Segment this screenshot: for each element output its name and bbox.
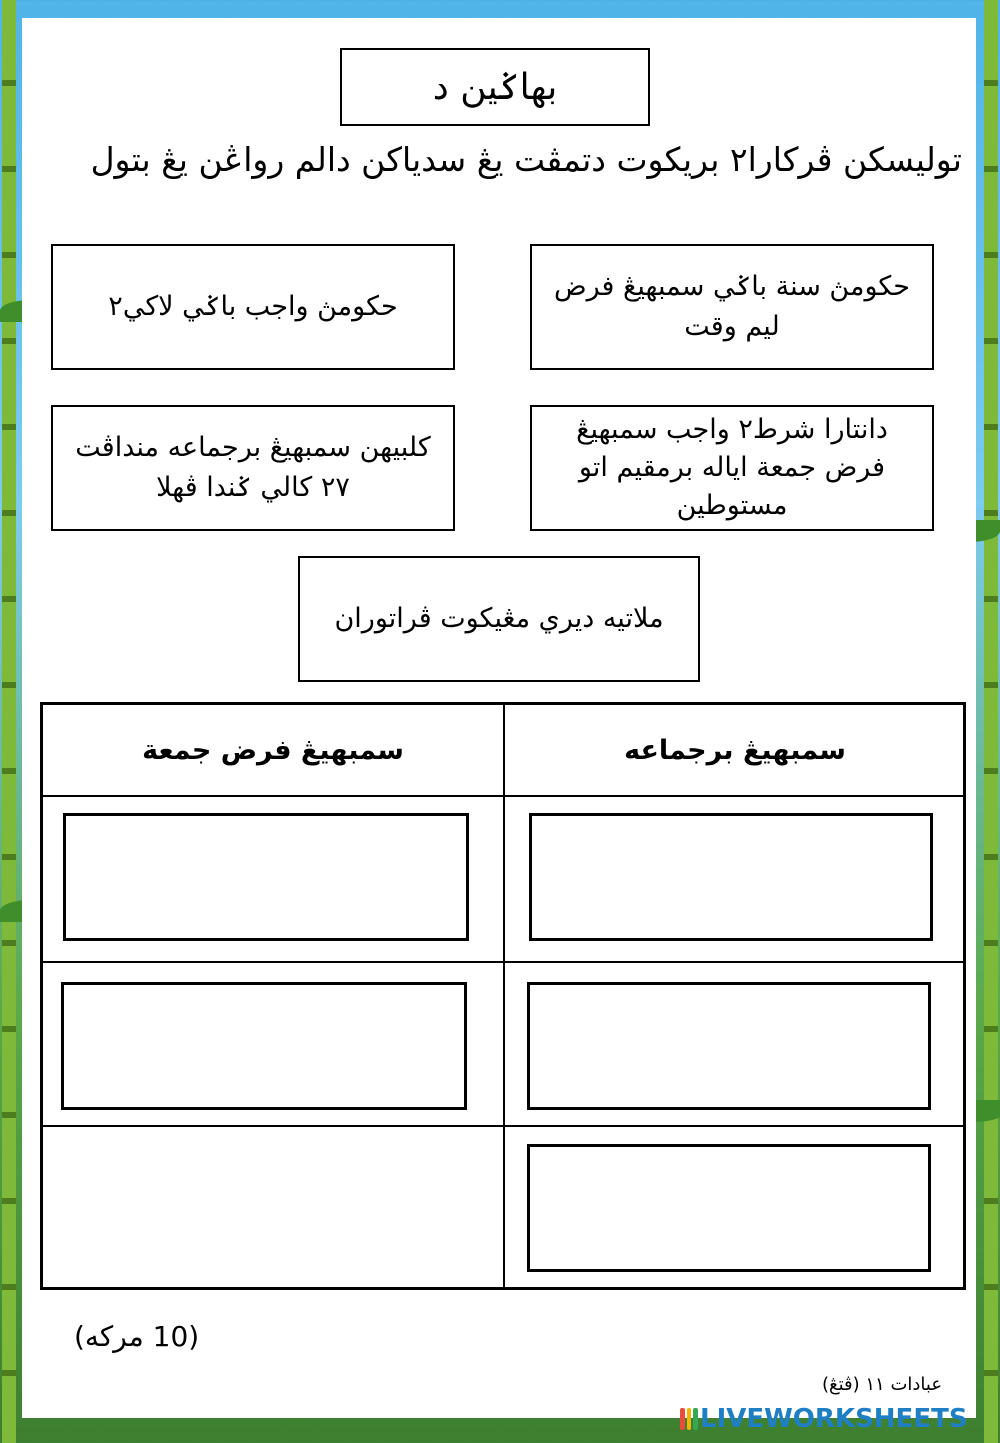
column-header-text: سمبهيڠ برجماعه [624,734,846,766]
answer-card-text: حکومڽ واجب باݢي لاکي٢ [108,291,398,322]
drop-zone[interactable] [527,1144,931,1272]
drop-zone[interactable] [61,982,467,1110]
answer-card[interactable] [530,405,934,531]
sorting-table [40,702,966,1290]
column-header-text: سمبهيڠ فرض جمعة [142,734,404,766]
marks-label: (10 مرکه) [74,1320,200,1353]
brand-watermark: LIVEWORKSHEETS [700,1404,968,1434]
bamboo-left [2,0,16,1443]
drop-zone[interactable] [63,813,469,941]
table-divider [43,1125,963,1127]
table-divider [43,961,963,963]
column-header-congregational [505,705,965,795]
drop-zone[interactable] [527,982,931,1110]
column-header-friday [43,705,503,795]
answer-card-text: دانتارا شرط٢ واجب سمبهيڠ فرض جمعة اياله برمقيم اتو مستوطين [576,414,888,521]
answer-card-text: کلبيهن سمبهيڠ برجماعه منداڤت ٢٧ کالي ݢندا ڤهلا [75,432,431,503]
worksheet [22,18,976,1418]
answer-card-text: حکومڽ سنة باݢي سمبهيڠ فرض ليم وقت [554,271,910,342]
section-title-text: بهاݢين د [432,66,558,108]
section-title [340,48,650,126]
instruction-text: توليسکن ڤرکارا٢ بريکوت دتمڤت يڠ سدياکن دالم رواڠن يڠ بتول [90,140,962,179]
answer-card-text: ملاتيه ديري مڠيکوت ڤراتوران [334,603,664,634]
answer-card[interactable] [51,244,455,370]
answer-card[interactable] [530,244,934,370]
bamboo-right [984,0,998,1443]
footer-label: عبادات ١١ (ڤتڠ) [822,1374,943,1395]
drop-zone[interactable] [529,813,933,941]
answer-card[interactable] [51,405,455,531]
liveworksheets-logo-icon [680,1408,698,1430]
table-divider [43,795,963,797]
answer-card[interactable] [298,556,700,682]
